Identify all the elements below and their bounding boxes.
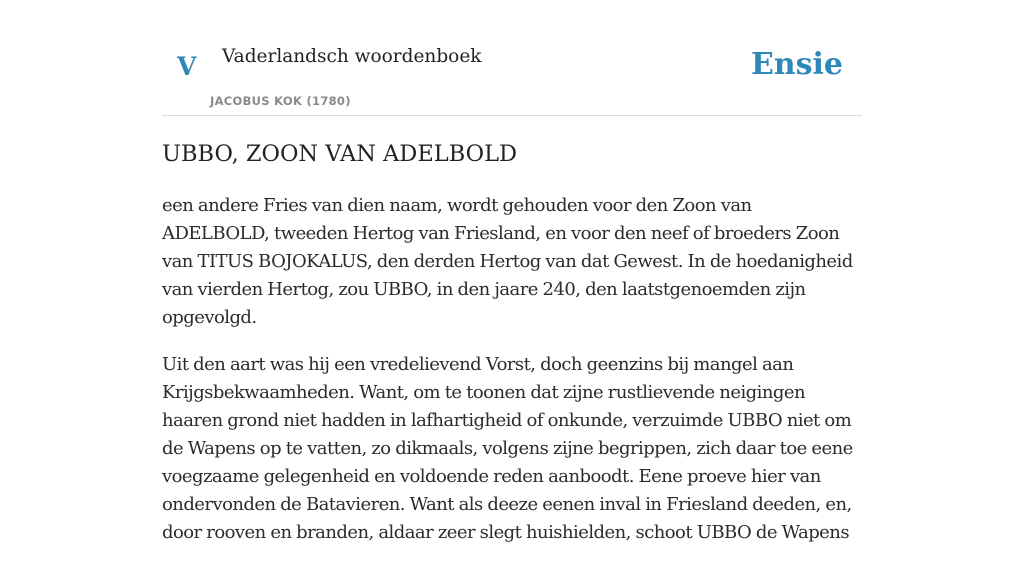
book-title[interactable]: Vaderlandsch woordenboek	[222, 46, 482, 67]
entry-body	[162, 192, 862, 566]
volume-letter-icon[interactable]: V	[177, 52, 197, 81]
entry-paragraph-2: Uit den aart was hij een vredelievend Vorst, doch geenzins bij mangel aan Krijgsbekwaamheden. Want, om te toonen dat zijne rustlievende neigingen haaren grond niet hadden in lafhartigheid of onkunde, verzuimde UBBO niet om de Wapens op te vatten, zo dikmaals, volgens zijne begrippen, zich daar toe eene voegzaame gelegenheid en voldoende reden aanboodt. Eene proeve hier van ondervonden de Batavieren. Want als deeze eenen inval in Friesland deeden, en, door rooven en branden, aldaar zeer slegt huishielden, schoot UBBO de Wapens	[162, 354, 853, 543]
entry-paragraph-1: een andere Fries van dien naam, wordt gehouden voor den Zoon van ADELBOLD, tweeden Hertog van Friesland, en voor den neef of broeders Zoon van TITUS BOJOKALUS, den derden Hertog van dat Gewest. In de hoedanigheid van vierden Hertog, zou UBBO, in den jaare 240, den laatstgenoemden zijn opgevolgd.	[162, 195, 853, 328]
entry-title: UBBO, ZOON VAN ADELBOLD	[162, 141, 518, 167]
ensie-logo-link[interactable]: Ensie	[750, 47, 843, 82]
site-header	[162, 0, 862, 116]
book-author: JACOBUS KOK (1780)	[210, 94, 351, 108]
